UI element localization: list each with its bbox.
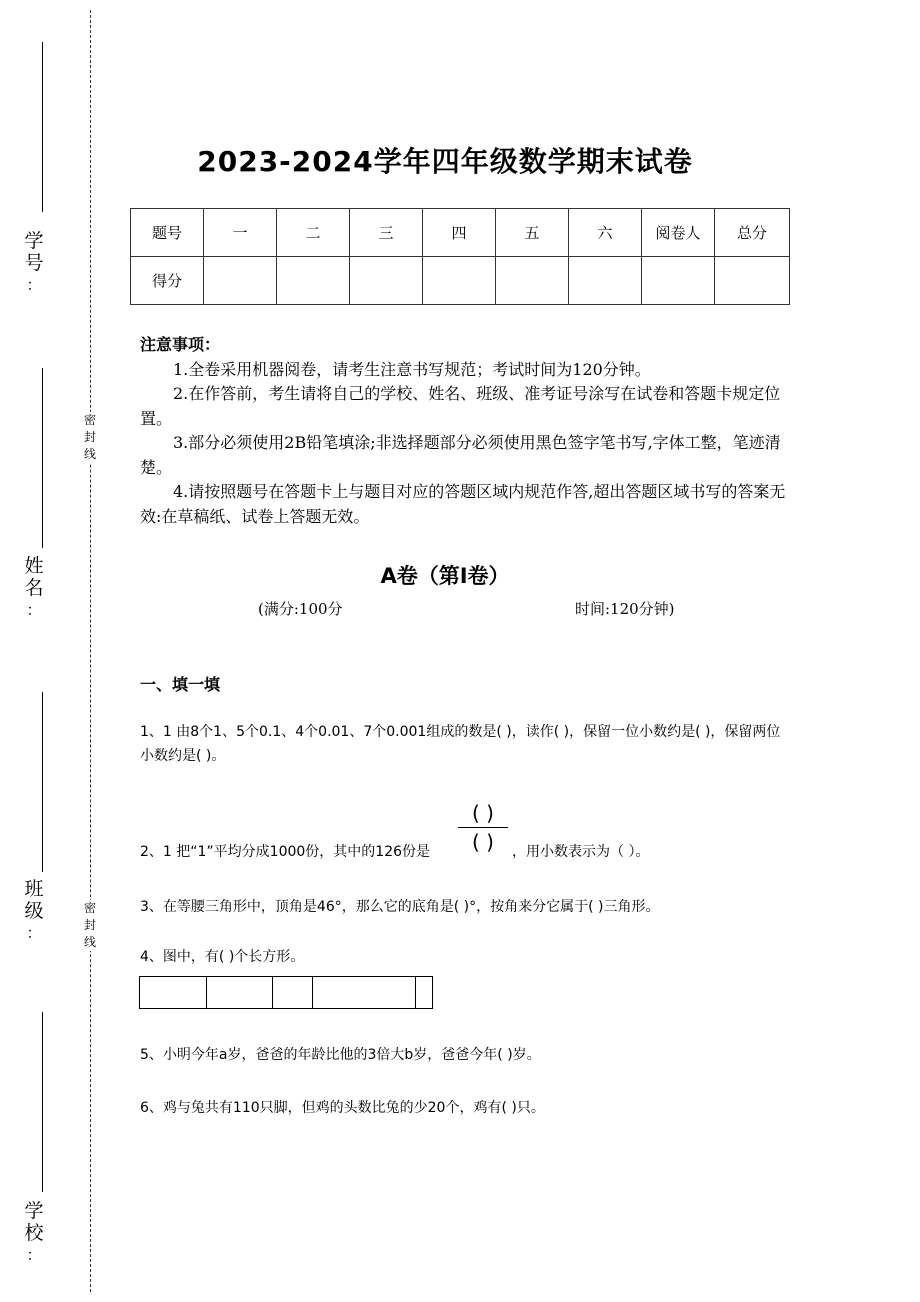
score-cell[interactable] <box>642 257 715 305</box>
score-cell[interactable] <box>496 257 569 305</box>
note-item: 3.部分必须使用2B铅笔填涂;非选择题部分必须使用黑色签字笔书写,字体工整，笔迹清楚。 <box>140 433 781 477</box>
student-id-rule <box>42 42 43 212</box>
header-cell: 六 <box>569 209 642 257</box>
question-6: 6、鸡与兔共有110只脚，但鸡的头数比兔的少20个，鸡有( )只。 <box>140 1100 545 1116</box>
score-row-label: 得分 <box>131 257 204 305</box>
header-cell: 一 <box>204 209 277 257</box>
question-2-suffix: ，用小数表示为（ ）。 <box>512 844 650 860</box>
question-1: 1、1 由8个1、5个0.1、4个0.01、7个0.001组成的数是( )，读作( )，保留一位小数约是( )，保留两位小数约是( )。 <box>140 724 781 764</box>
notes-heading: 注意事项： <box>140 335 221 354</box>
score-cell[interactable] <box>423 257 496 305</box>
figure-divider <box>312 977 313 1008</box>
question-3: 3、在等腰三角形中，顶角是46°，那么它的底角是( )°，按角来分它属于( )三角形。 <box>140 899 660 915</box>
seal-line-mark: 密 封 线 <box>83 901 96 949</box>
score-table-header-row <box>131 209 790 257</box>
header-cell: 三 <box>350 209 423 257</box>
figure-divider <box>272 977 273 1008</box>
exam-time: 时间:120分钟) <box>575 600 675 618</box>
note-item: 1.全卷采用机器阅卷，请考生注意书写规范；考试时间为120分钟。 <box>173 359 651 379</box>
school-rule <box>42 1012 43 1192</box>
score-cell[interactable] <box>350 257 423 305</box>
school-label: 学 校 ： <box>24 1200 44 1264</box>
page-title: 2023-2024学年四年级数学期末试卷 <box>197 145 693 178</box>
note-item: 2.在作答前，考生请将自己的学校、姓名、班级、准考证号涂写在试卷和答题卡规定位置。 <box>140 384 781 428</box>
figure-divider <box>206 977 207 1008</box>
part-title: 一、填一填 <box>140 675 221 694</box>
question-2-prefix: 2、1 把“1”平均分成1000份，其中的126份是 <box>140 844 431 860</box>
score-table-score-row <box>131 257 790 305</box>
score-cell[interactable] <box>569 257 642 305</box>
note-item: 4.请按照题号在答题卡上与题目对应的答题区域内规范作答,超出答题区域书写的答案无效:在草稿纸、试卷上答题无效。 <box>140 482 786 526</box>
name-rule <box>42 368 43 548</box>
section-title: A卷（第I卷） <box>380 564 510 588</box>
header-cell: 五 <box>496 209 569 257</box>
seal-line-mark: 密 封 线 <box>83 413 96 461</box>
exam-notes <box>140 333 790 529</box>
score-cell[interactable] <box>277 257 350 305</box>
fraction-blank <box>456 800 510 855</box>
class-label: 班 级 ： <box>24 878 44 942</box>
score-table <box>130 208 790 305</box>
fraction-bar <box>458 827 508 828</box>
question-4: 4、图中，有( )个长方形。 <box>140 949 305 965</box>
class-rule <box>42 692 43 872</box>
rectangles-figure <box>139 976 433 1009</box>
score-cell[interactable] <box>204 257 277 305</box>
header-cell: 题号 <box>131 209 204 257</box>
header-cell: 总分 <box>715 209 790 257</box>
question-5: 5、小明今年a岁，爸爸的年龄比他的3倍大b岁，爸爸今年( )岁。 <box>140 1047 541 1063</box>
score-cell[interactable] <box>715 257 790 305</box>
figure-divider <box>415 977 416 1008</box>
header-cell: 二 <box>277 209 350 257</box>
header-cell: 阅卷人 <box>642 209 715 257</box>
name-label: 姓 名 ： <box>24 555 44 619</box>
binding-dashed-line <box>90 10 91 1292</box>
header-cell: 四 <box>423 209 496 257</box>
fraction-numerator: ( ) <box>472 801 494 825</box>
fraction-denominator: ( ) <box>472 830 494 854</box>
student-id-label: 学 号 ： <box>24 230 44 294</box>
full-score: (满分:100分 <box>258 600 343 618</box>
